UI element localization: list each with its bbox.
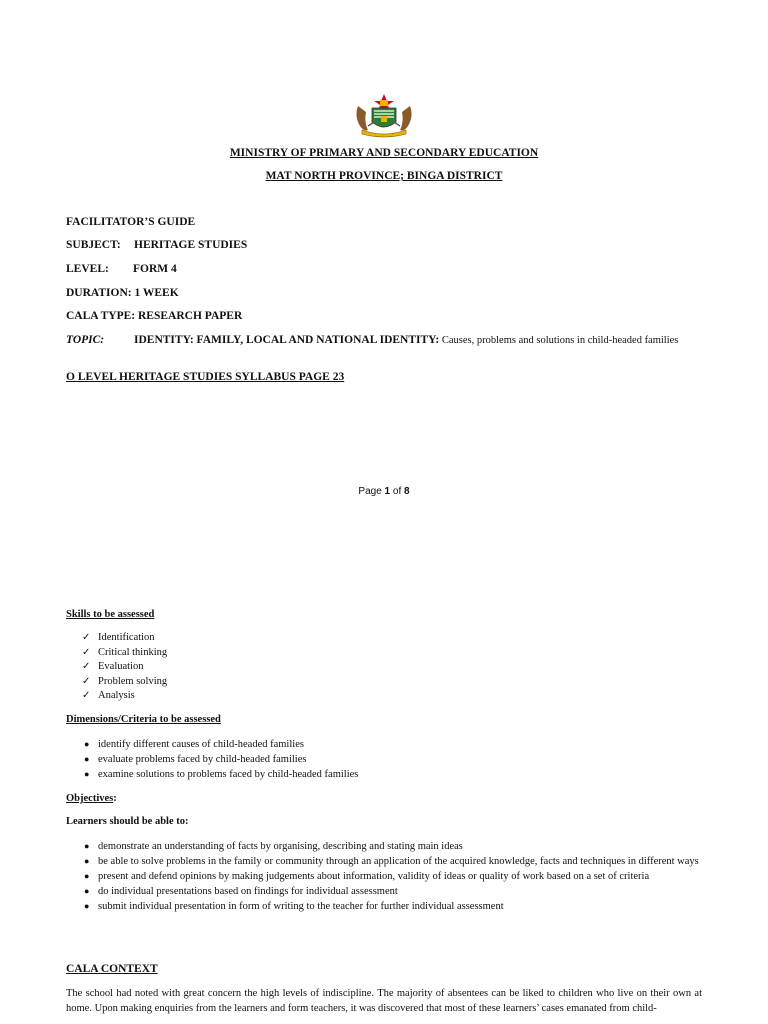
bullet-icon: ●	[84, 871, 90, 881]
list-item: ✓ Critical thinking	[66, 646, 706, 661]
skills-list	[66, 631, 706, 704]
bullet-icon: ●	[84, 856, 90, 866]
level-line	[66, 263, 177, 275]
page-of: of	[390, 486, 405, 497]
checkmark-icon: ✓	[82, 690, 91, 702]
subject-label: SUBJECT:	[66, 239, 121, 251]
topic-rest: Causes, problems and solutions in child-headed families	[439, 335, 679, 346]
page-total: 8	[404, 486, 410, 497]
list-item: ● identify different causes of child-headed families	[84, 739, 304, 750]
skills-heading: Skills to be assessed	[66, 609, 155, 620]
list-item: ● present and defend opinions by making judgements about information, validity of ideas or quality of work based on a set of criteria	[84, 871, 650, 882]
province-title: MAT NORTH PROVINCE; BINGA DISTRICT	[265, 170, 503, 182]
objectives-list	[66, 839, 702, 914]
context-heading: CALA CONTEXT	[66, 963, 158, 975]
page-current: 1	[384, 486, 391, 497]
topic-bold: IDENTITY: FAMILY, LOCAL AND NATIONAL IDENTITY:	[134, 334, 440, 346]
bullet-icon: ●	[84, 739, 90, 749]
checkmark-icon: ✓	[82, 632, 91, 643]
checkmark-icon: ✓	[82, 661, 91, 673]
dimensions-heading: Dimensions/Criteria to be assessed	[66, 714, 221, 725]
topic-line	[66, 334, 678, 346]
objectives-heading: Objectives:	[66, 793, 117, 804]
list-item: ✓ Problem solving	[66, 675, 706, 690]
list-item: ✓ Identification	[66, 631, 706, 646]
bullet-icon: ●	[84, 901, 90, 911]
list-item: ● be able to solve problems in the family or community through an application of the acquired knowledge, facts and techniques in different ways	[84, 856, 699, 867]
list-item: ● demonstrate an understanding of facts by organising, describing and stating main ideas	[84, 841, 463, 852]
bullet-icon: ●	[84, 769, 90, 779]
bullet-icon: ●	[84, 886, 90, 896]
list-item: ✓ Evaluation	[66, 660, 706, 675]
objectives-intro: Learners should be able to:	[66, 816, 189, 827]
checkmark-icon: ✓	[82, 646, 91, 658]
list-item: ● do individual presentations based on findings for individual assessment	[84, 886, 398, 897]
level-label: LEVEL:	[66, 263, 109, 275]
cala-type-line: CALA TYPE: RESEARCH PAPER	[66, 310, 243, 322]
topic-label: TOPIC:	[66, 334, 105, 346]
page-prefix: Page	[358, 486, 385, 497]
duration-line: DURATION: 1 WEEK	[66, 287, 179, 299]
checkmark-icon: ✓	[82, 675, 91, 687]
list-item: ● evaluate problems faced by child-headed families	[84, 754, 307, 765]
guide-title: FACILITATOR’S GUIDE	[66, 216, 196, 228]
ministry-title: MINISTRY OF PRIMARY AND SECONDARY EDUCATION	[229, 147, 539, 159]
subject-value: HERITAGE STUDIES	[134, 239, 248, 251]
subject-line	[66, 239, 247, 251]
dimensions-list	[66, 737, 702, 782]
list-item: ● examine solutions to problems faced by child-headed families	[84, 769, 359, 780]
page-number	[0, 486, 768, 497]
bullet-icon: ●	[84, 841, 90, 851]
list-item: ● submit individual presentation in form of writing to the teacher for further individual assessment	[84, 901, 504, 912]
list-item: ✓ Analysis	[66, 689, 706, 704]
context-paragraph: The school had noted with great concern the high levels of indiscipline. The majority of absentees can be liked to children who live on their own at home. Upon making enquiries from the learners and form teachers, it was discovered that most of these learners’ cases emanated from child-	[66, 988, 702, 1014]
coat-of-arms-logo	[352, 92, 416, 138]
syllabus-reference: O LEVEL HERITAGE STUDIES SYLLABUS PAGE 23	[66, 371, 345, 383]
level-value: FORM 4	[133, 263, 177, 275]
bullet-icon: ●	[84, 754, 90, 764]
